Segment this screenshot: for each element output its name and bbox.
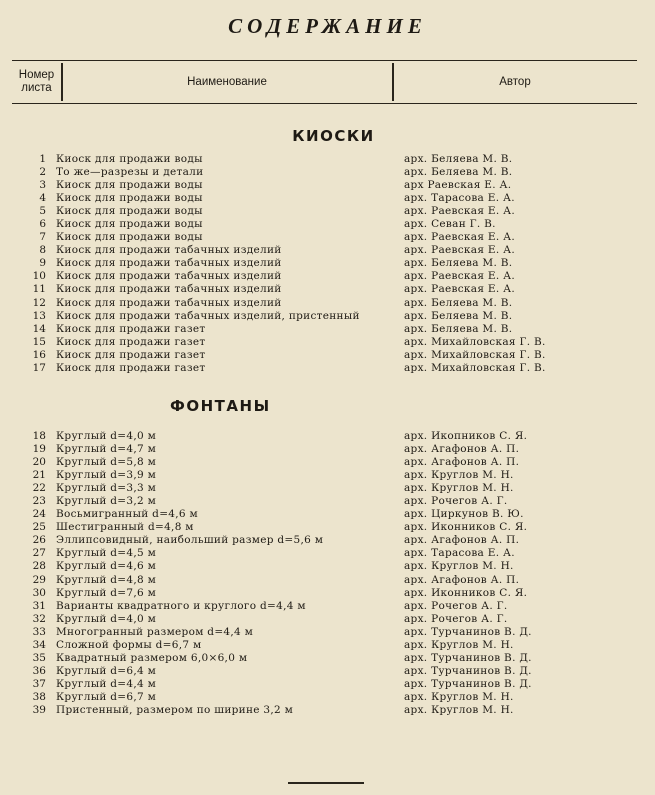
item-name: Киоск для продажи табачных изделий (56, 296, 282, 309)
item-author: арх. Михайловская Г. В. (404, 361, 546, 374)
footer-rule (288, 782, 364, 784)
item-author: арх. Рочегов А. Г. (404, 599, 508, 612)
table-header (12, 60, 637, 104)
sheet-number: 17 (32, 361, 46, 374)
sheet-number: 16 (32, 348, 46, 361)
item-name: Круглый d=4,0 м (56, 430, 157, 442)
header-number-line1: Номер (18, 69, 55, 81)
sheet-number: 20 (32, 456, 46, 469)
item-name: Восьмигранный d=4,6 м (56, 508, 198, 521)
list-item (0, 704, 655, 717)
list-item (0, 218, 655, 231)
list-item (0, 521, 655, 534)
item-author: арх. Беляева М. В. (404, 257, 513, 270)
fountains-list (0, 430, 655, 717)
item-name: Эллипсовидный, наибольший размер d=5,6 м (56, 534, 324, 547)
item-author: арх. Михайловская Г. В. (404, 335, 546, 348)
item-author: арх. Турчанинов В. Д. (404, 625, 532, 638)
list-item (0, 534, 655, 547)
item-author: арх. Раевская Е. А. (404, 244, 516, 257)
item-author: арх. Круглов М. Н. (404, 703, 514, 716)
sheet-number: 33 (32, 625, 46, 638)
sheet-number: 34 (32, 638, 46, 651)
item-author: арх. Круглов М. Н. (404, 638, 514, 651)
item-author: арх Раевская Е. А. (404, 179, 512, 192)
item-name: Круглый d=3,3 м (56, 482, 157, 495)
item-name: Круглый d=4,0 м (56, 612, 157, 625)
item-author: арх. Севан Г. В. (404, 218, 496, 231)
list-item (0, 430, 655, 443)
item-name: Киоск для продажи табачных изделий (56, 257, 282, 270)
sheet-number: 13 (32, 309, 46, 322)
item-name: Многогранный размером d=4,4 м (56, 625, 254, 638)
item-author: арх. Агафонов А. П. (404, 573, 520, 586)
header-author: Автор (499, 76, 531, 88)
list-item (0, 456, 655, 469)
item-name: Круглый d=7,6 м (56, 586, 157, 599)
item-name: То же—разрезы и детали (56, 166, 204, 179)
list-item (0, 244, 655, 257)
list-item (0, 560, 655, 573)
list-item (0, 639, 655, 652)
item-name: Сложной формы d=6,7 м (56, 638, 202, 651)
list-item (0, 626, 655, 639)
item-name: Киоск для продажи воды (56, 192, 203, 205)
list-item (0, 652, 655, 665)
list-item (0, 587, 655, 600)
item-name: Киоск для продажи табачных изделий (56, 244, 282, 257)
sheet-number: 25 (32, 521, 46, 534)
sheet-number: 36 (32, 664, 46, 677)
list-item (0, 691, 655, 704)
item-name: Киоск для продажи воды (56, 205, 203, 218)
sheet-number: 35 (32, 651, 46, 664)
item-name: Киоск для продажи газет (56, 348, 206, 361)
sheet-number: 2 (39, 166, 46, 179)
item-name: Круглый d=6,4 м (56, 664, 157, 677)
item-name: Киоск для продажи табачных изделий, пристенный (56, 309, 360, 322)
item-name: Круглый d=6,7 м (56, 690, 157, 703)
list-item (0, 600, 655, 613)
item-author: арх. Рочегов А. Г. (404, 495, 508, 508)
header-sheet-number (12, 61, 61, 103)
item-author: арх. Беляева М. В. (404, 322, 513, 335)
section-title-fountains: ФОНТАНЫ (170, 397, 271, 415)
kiosks-list (0, 153, 655, 375)
item-author: арх. Турчанинов В. Д. (404, 664, 532, 677)
item-author: арх. Тарасова Е. А. (404, 192, 515, 205)
sheet-number: 21 (32, 469, 46, 482)
item-author: арх. Раевская Е. А. (404, 283, 516, 296)
item-author: арх. Круглов М. Н. (404, 469, 514, 482)
list-item (0, 336, 655, 349)
list-item (0, 179, 655, 192)
list-item (0, 192, 655, 205)
sheet-number: 8 (39, 244, 46, 257)
item-author: арх. Раевская Е. А. (404, 205, 516, 218)
item-name: Круглый d=4,5 м (56, 547, 157, 560)
sheet-number: 31 (32, 599, 46, 612)
item-author: арх. Беляева М. В. (404, 296, 513, 309)
page-title: СОДЕРЖАНИЕ (228, 14, 427, 38)
sheet-number: 9 (39, 257, 46, 270)
item-author: арх. Тарасова Е. А. (404, 547, 515, 560)
list-item (0, 310, 655, 323)
item-name: Круглый d=5,8 м (56, 456, 157, 469)
list-item (0, 297, 655, 310)
sheet-number: 1 (39, 153, 46, 165)
list-item (0, 443, 655, 456)
list-item (0, 495, 655, 508)
item-author: арх. Иконников С. Я. (404, 521, 528, 534)
header-number-line2: листа (21, 82, 52, 94)
sheet-number: 10 (32, 270, 46, 283)
sheet-number: 4 (39, 192, 46, 205)
item-name: Круглый d=4,6 м (56, 560, 157, 573)
list-item (0, 678, 655, 691)
item-author: арх. Агафонов А. П. (404, 443, 520, 456)
item-author: арх. Рочегов А. Г. (404, 612, 508, 625)
sheet-number: 6 (39, 218, 46, 231)
list-item (0, 482, 655, 495)
list-item (0, 547, 655, 560)
list-item (0, 166, 655, 179)
item-name: Киоск для продажи газет (56, 322, 206, 335)
item-author: арх. Циркунов В. Ю. (404, 508, 524, 521)
sheet-number: 37 (32, 677, 46, 690)
sheet-number: 12 (32, 296, 46, 309)
list-item (0, 349, 655, 362)
sheet-number: 15 (32, 335, 46, 348)
sheet-number: 19 (32, 443, 46, 456)
item-author: арх. Михайловская Г. В. (404, 348, 546, 361)
list-item (0, 205, 655, 218)
sheet-number: 11 (32, 283, 46, 296)
list-item (0, 508, 655, 521)
item-name: Киоск для продажи воды (56, 231, 203, 244)
item-name: Киоск для продажи газет (56, 335, 206, 348)
item-name: Круглый d=3,9 м (56, 469, 157, 482)
sheet-number: 32 (32, 612, 46, 625)
item-author: арх. Беляева М. В. (404, 153, 513, 165)
list-item (0, 270, 655, 283)
item-author: арх. Раевская Е. А. (404, 270, 516, 283)
list-item (0, 231, 655, 244)
list-item (0, 574, 655, 587)
sheet-number: 24 (32, 508, 46, 521)
list-item (0, 323, 655, 336)
item-name: Круглый d=4,7 м (56, 443, 157, 456)
header-name: Наименование (187, 76, 267, 88)
sheet-number: 22 (32, 482, 46, 495)
sheet-number: 29 (32, 573, 46, 586)
sheet-number: 38 (32, 690, 46, 703)
item-author: арх. Беляева М. В. (404, 309, 513, 322)
sheet-number: 30 (32, 586, 46, 599)
item-author: арх. Агафонов А. П. (404, 534, 520, 547)
item-name: Киоск для продажи табачных изделий (56, 283, 282, 296)
sheet-number: 27 (32, 547, 46, 560)
item-name: Киоск для продажи воды (56, 179, 203, 192)
sheet-number: 23 (32, 495, 46, 508)
sheet-number: 3 (39, 179, 46, 192)
item-name: Киоск для продажи воды (56, 218, 203, 231)
sheet-number: 39 (32, 703, 46, 716)
item-name: Круглый d=3,2 м (56, 495, 157, 508)
list-item (0, 153, 655, 166)
list-item (0, 362, 655, 375)
sheet-number: 5 (39, 205, 46, 218)
sheet-number: 26 (32, 534, 46, 547)
item-name: Круглый d=4,8 м (56, 573, 157, 586)
list-item (0, 665, 655, 678)
list-item (0, 257, 655, 270)
section-title-kiosks: КИОСКИ (292, 127, 375, 145)
item-name: Пристенный, размером по ширине 3,2 м (56, 703, 294, 716)
sheet-number: 18 (32, 430, 46, 442)
list-item (0, 283, 655, 296)
sheet-number: 28 (32, 560, 46, 573)
item-name: Круглый d=4,4 м (56, 677, 157, 690)
item-author: арх. Раевская Е. А. (404, 231, 516, 244)
item-name: Киоск для продажи газет (56, 361, 206, 374)
item-author: арх. Турчанинов В. Д. (404, 677, 532, 690)
sheet-number: 7 (39, 231, 46, 244)
item-author: арх. Круглов М. Н. (404, 560, 514, 573)
list-item (0, 469, 655, 482)
list-item (0, 613, 655, 626)
item-author: арх. Икопников С. Я. (404, 430, 528, 442)
sheet-number: 14 (32, 322, 46, 335)
item-author: арх. Круглов М. Н. (404, 482, 514, 495)
item-author: арх. Турчанинов В. Д. (404, 651, 532, 664)
item-author: арх. Круглов М. Н. (404, 690, 514, 703)
item-name: Квадратный размером 6,0×6,0 м (56, 651, 248, 664)
item-name: Киоск для продажи воды (56, 153, 203, 165)
item-name: Шестигранный d=4,8 м (56, 521, 194, 534)
item-author: арх. Агафонов А. П. (404, 456, 520, 469)
item-name: Киоск для продажи табачных изделий (56, 270, 282, 283)
item-author: арх. Беляева М. В. (404, 166, 513, 179)
item-author: арх. Иконников С. Я. (404, 586, 528, 599)
item-name: Варианты квадратного и круглого d=4,4 м (56, 599, 306, 612)
